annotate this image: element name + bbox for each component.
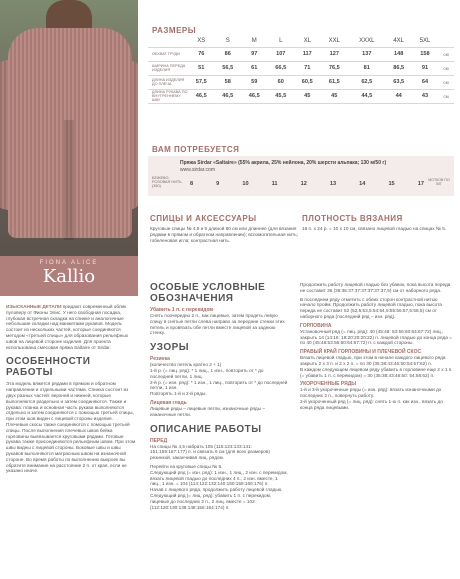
row-label: ДЛИНА РУКАВА ПО ВНУТРЕННЕМУ ШВУ xyxy=(148,89,188,103)
table-cell: 59 xyxy=(241,75,268,89)
table-cell: 56,5 xyxy=(215,61,242,75)
yarn-value: 10 xyxy=(242,181,249,187)
intro-paragraph xyxy=(6,304,136,350)
table-cell: 64 xyxy=(412,75,438,89)
table-cell: 43 xyxy=(412,89,438,103)
table-cell: 45,5 xyxy=(268,89,295,103)
stockinette-text: Лицевые ряды – лицевые петли, изнаночные ряды – изнаночные петли. xyxy=(150,405,265,417)
gauge-text: 18 п. х 24 р. = 10 х 10 см, связано лицевой гладью на спицах № 5. xyxy=(302,226,447,231)
short-rows-text-1: 1-й и 3-й укороченные ряды (= изн. ряд): вязать изнаночными до последних 2 п., повернуть работу. xyxy=(300,387,442,399)
yarn-name: Пряжа Sirdar «Saltaire» (55% акрила, 25% нейлона, 20% шерсти альпака; 130 м/50 г) xyxy=(180,160,387,166)
short-rows-subtitle: УКОРОЧЕННЫЕ РЯДЫ xyxy=(300,381,357,388)
table-cell: 107 xyxy=(268,47,295,61)
table-cell: 148 xyxy=(385,47,412,61)
neckline-text: Установочный ряд (= лиц. ряд): 40 (45:48: 53:56:60:64:67:72) лиц., закрыть 14 (14:16: 18:20:20:20:22) п. лицевой гладью до конца ряда = по 40 (45:48:53:56:60:64:67:72) п. с каждой стороны. xyxy=(300,328,452,346)
table-cell: 61 xyxy=(241,61,268,75)
sizes-title: РАЗМЕРЫ xyxy=(152,26,197,35)
short-rows-text-2: 2-й укороченный ряд (= лиц. ряд): снять 1-ю п. как изн., вязать до конца ряда лицевыми. xyxy=(300,398,443,410)
intro-text: придают современный облик пуловеру от Фионы Элис. У него свободная посадка, глубокая встречная складка на спинке и аналогичные небольшие складки над манжетами рукавов. Модель состоит из нескольких частей, которые соединяются методом «третьей спицы» для образования рельефных швов на лицевой стороне изделия. Для проекта использована смесовая пряжа Saltaire от Sirdar. xyxy=(6,304,129,350)
size-header: 5XL xyxy=(412,36,438,47)
table-cell: 60 xyxy=(268,75,295,89)
column-left xyxy=(6,304,136,474)
rib-text: (количество петель кратно 2 + 1) xyxy=(150,362,222,368)
table-cell: 76 xyxy=(188,47,215,61)
description-title: ОПИСАНИЕ РАБОТЫ xyxy=(150,423,262,435)
photo-pleat xyxy=(64,120,74,240)
table-row xyxy=(148,61,454,75)
column-middle xyxy=(150,282,288,510)
row-unit: см xyxy=(438,61,454,75)
right-neck-text-1: Вязать лицевой гладью, при этом в начале каждого лицевого ряда закрыть 2 х 3 п. и 2 х 2 п. = по 30 (35:38:43:46:50:54:57:62) п. xyxy=(300,355,446,366)
table-cell: 86 xyxy=(215,47,242,61)
sizes-header-row xyxy=(148,36,454,47)
table-cell: 44,5 xyxy=(348,89,385,103)
table-cell: 81 xyxy=(348,61,385,75)
yarn-title: ВАМ ПОТРЕБУЕТСЯ xyxy=(152,145,240,154)
size-header: M xyxy=(241,36,268,47)
table-cell: 62,5 xyxy=(348,75,385,89)
row-label: ДЛИНА ИЗДЕЛИЯ ДО ПЛЕЧА xyxy=(148,75,188,89)
table-cell: 60,5 xyxy=(294,75,321,89)
abbrev-subtitle: Убавить 1 п. с перекидом xyxy=(150,307,214,313)
size-header: L xyxy=(268,36,295,47)
patterns-title: УЗОРЫ xyxy=(150,342,190,354)
size-header: XL xyxy=(294,36,321,47)
size-header: XXL xyxy=(321,36,349,47)
pattern-title: Kallio xyxy=(42,266,96,287)
yarn-value: 9 xyxy=(216,181,220,187)
row-label: ОБХВАТ ГРУДИ xyxy=(148,47,188,61)
rib-row2: 2-й р. (= изн. ряд): * 1 изн., 1 лиц., повторить от * до последней петли, 1 изн. xyxy=(150,379,288,391)
row-unit: см xyxy=(438,89,454,103)
table-cell: 58 xyxy=(215,75,242,89)
row-unit: см xyxy=(438,75,454,89)
front-text-3: Следующий ряд (= изн. ряд): 1 изн., 1 лиц., 2 изн. с перекидом, вязать лицевой гладью до последних 4 п., 2 изн. вместе, 1 лиц., 1 изн. = 104 (114:122:132:140:150:158:166:176) п. xyxy=(150,469,288,487)
table-cell: 76,5 xyxy=(321,61,349,75)
intro-lead: ИЗЫСКАННЫЕ ДЕТАЛИ xyxy=(6,304,62,309)
yarn-value: 15 xyxy=(388,181,395,187)
table-cell: 46,5 xyxy=(241,89,268,103)
abbrev-text: Снять поочередно 2 п., как лицевые, затем продеть левую спицу в снятые петли слева направо за передние стенки этих петель и провязать обе петли вместе лицевой за заднюю стенку. xyxy=(150,313,285,336)
table-cell: 86,5 xyxy=(385,61,412,75)
table-cell: 46,5 xyxy=(215,89,242,103)
col3-text-2: В последнем ряду отметить с обеих сторон контрастной нитью начало пройм. Продолжить работу лицевой гладью, пока высота переда не составит 52 (52,5:53,5:54:54,5:55:56:57,5:58,5) см от наборного ряда (последний ряд – изн. ряд). xyxy=(300,296,442,319)
rib-repeat: Повторять 1-й и 2-й ряды. xyxy=(150,391,207,397)
size-header: 4XL xyxy=(385,36,412,47)
yarn-values xyxy=(190,181,424,187)
table-cell: 45 xyxy=(321,89,349,103)
front-text-1: На спицы № 4,5 набрать 105 (115:123:133:141: 151:159:167:177) п. и связать 6 см (для всех размеров) резинкой, заканчивая лиц. рядом. xyxy=(150,443,270,461)
table-cell: 158 xyxy=(412,47,438,61)
table-cell: 44 xyxy=(385,89,412,103)
table-cell: 57,5 xyxy=(188,75,215,89)
sizes-table xyxy=(148,36,454,104)
table-cell: 63,5 xyxy=(385,75,412,89)
table-cell: 51 xyxy=(188,61,215,75)
yarn-value: 17 xyxy=(417,181,424,187)
neckline-subtitle: ГОРЛОВИНА xyxy=(300,322,332,329)
front-text-2: Перейти на круговые спицы № 5. xyxy=(150,463,223,469)
row-label: ШИРИНА ПЕРЕДА ИЗДЕЛИЯ xyxy=(148,61,188,75)
table-cell: 137 xyxy=(348,47,385,61)
table-cell: 61,5 xyxy=(321,75,349,89)
rib-subtitle: Резинка xyxy=(150,356,170,363)
table-cell: 71 xyxy=(294,61,321,75)
yarn-unit: МОТКОВ ПО 50Г xyxy=(428,178,450,187)
gauge-title: ПЛОТНОСТЬ ВЯЗАНИЯ xyxy=(302,214,403,223)
table-cell: 127 xyxy=(321,47,349,61)
row-unit: см xyxy=(438,47,454,61)
right-neck-text-2: В каждом следующем лицевом ряду убавить в горловине еще 2 х 1 п. (= убавить 1 п. с перекидом) = 30 (35:38:43:46:50: 54:58:62) п. xyxy=(300,366,453,378)
table-cell: 117 xyxy=(294,47,321,61)
rib-row1: 1-й р. (= лиц. ряд): * 1 лиц., 1 изн., повторить от * до последней петли, 1 лиц. xyxy=(150,367,264,379)
designer-name: FIONA ALICE xyxy=(39,260,99,266)
needles-title: СПИЦЫ И АКСЕССУАРЫ xyxy=(150,214,257,223)
features-title: ОСОБЕННОСТИ РАБОТЫ xyxy=(6,356,91,379)
col3-text-1: Продолжить работу лицевой гладью без убавок, пока высота переда не составит 36 (36:36:37:37:37:37:37:37,5) см от наборного ряда. xyxy=(300,282,451,293)
yarn-value: 8 xyxy=(190,181,194,187)
table-row xyxy=(148,75,454,89)
right-neck-subtitle: ПРАВЫЙ КРАЙ ГОРЛОВИНЫ И ПЛЕЧЕВОЙ СКОС xyxy=(300,349,422,356)
yarn-value: 11 xyxy=(271,181,278,187)
front-text-4: Начав с лицевого ряда, продолжить работу лицевой гладью. Следующий ряд (= лиц. ряд): убавить 1 п. с перекидом, лицевые до последних 2 п., 2 лиц. вместе = 102 (112:120:130:138:148:156:164:174) п. xyxy=(150,487,283,510)
size-header: S xyxy=(215,36,242,47)
abbrev-title: ОСОБЫЕ УСЛОВНЫЕ ОБОЗНАЧЕНИЯ xyxy=(150,282,266,304)
front-subtitle: ПЕРЕД xyxy=(150,437,168,444)
needles-text: Круговые спицы № 4,5 и 5 длиной 80 см или длиннее (для вязания рядами в прямом и обратном направлении); вспомогательная нить; гобеленовая игла; контрастная нить. xyxy=(150,226,298,243)
table-row xyxy=(148,89,454,103)
table-cell: 46,5 xyxy=(188,89,215,103)
title-banner xyxy=(0,256,138,296)
table-cell: 97 xyxy=(241,47,268,61)
column-right xyxy=(300,282,454,411)
model-photo xyxy=(0,0,138,270)
features-text: Эта модель вяжется рядами в прямом и обратном направлении и отдельными частями. Спинка состоит из двух разных частей: верхней и нижней, которые выполняются раздельно и затем соединяются. Также и рукава: планка и основная часть рукава выполняются отдельно и затем соединяются с помощью третьей спицы, при этом шов виден с лицевой стороны изделия. Плечевые скосы также соединяются с помощью третьей спицы. После выполнения плечевых швов бейка горловины вывязывается круговыми рядами. Готовые рукава также присоединяются рельефным швом. При этом швы видны с лицевой стороны. Боковые швы и швы рукавов выполняются матрасным швом на изнаночной стороне. Во время работы по выполнению выкроек вы обратите внимание на расстояние 2 п. от края, если не указано иначе. xyxy=(6,381,136,474)
table-cell: 66,5 xyxy=(268,61,295,75)
yarn-website: www.sirdar.com xyxy=(180,167,216,173)
yarn-value: 14 xyxy=(359,181,366,187)
yarn-value: 13 xyxy=(329,181,337,187)
size-header: XS xyxy=(188,36,215,47)
stockinette-subtitle: Лицевая гладь xyxy=(150,399,187,406)
yarn-label: БЕЖЕВО-РОЗОВАЯ НИТЬ (360) xyxy=(152,176,182,189)
table-cell: 91 xyxy=(412,61,438,75)
yarn-value: 12 xyxy=(300,181,307,187)
table-row xyxy=(148,47,454,61)
size-header: XXXL xyxy=(348,36,385,47)
table-cell: 45 xyxy=(294,89,321,103)
